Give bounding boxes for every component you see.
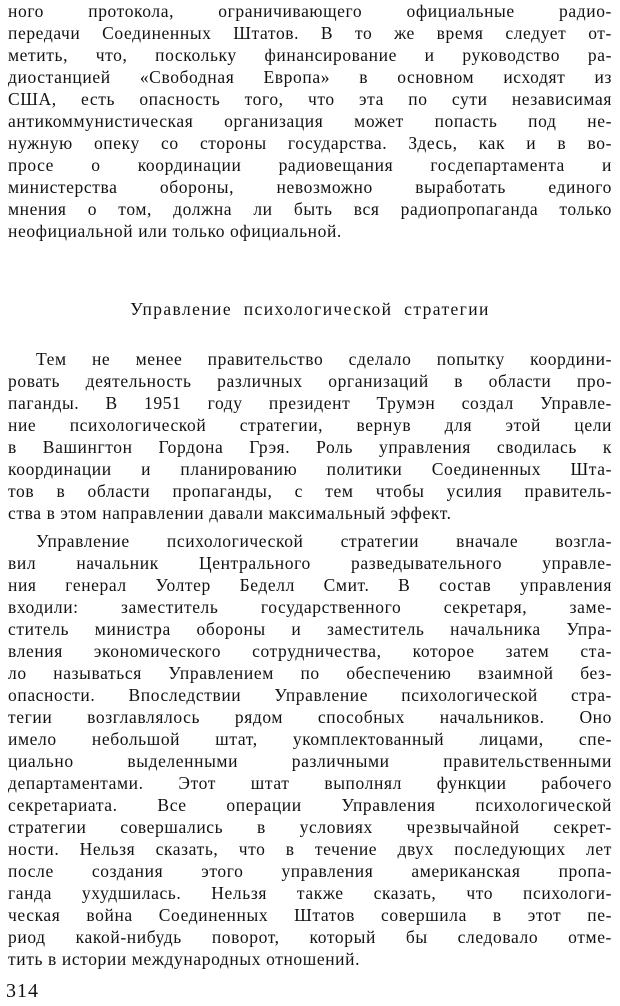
text-line: ститель министра обороны и заместитель начальника Упра-: [8, 619, 612, 639]
text-line: тов в области пропаганды, с тем чтобы усилия правитель-: [8, 481, 612, 501]
text-line: диостанцией «Свободная Европа» в основном исходят из: [8, 67, 612, 87]
text-line: тегии возглавлялось рядом способных начальников. Оно: [8, 707, 612, 727]
text-line: паганды. В 1951 году президент Трумэн создал Управле-: [8, 393, 612, 413]
text-line: имело небольшой штат, укомплектованный лицами, спе-: [8, 729, 612, 749]
text-line: ства в этом направлении давали максимальный эффект.: [8, 503, 452, 523]
text-line: департаментами. Этот штат выполнял функции рабочего: [8, 773, 612, 793]
text-line: тить в истории международных отношений.: [8, 949, 361, 969]
text-line: ности. Нельзя сказать, что в течение двух последующих лет: [8, 839, 612, 859]
text-line: метить, что, поскольку финансирование и руководство ра-: [8, 45, 612, 65]
text-line: секретариата. Все операции Управления психологической: [8, 795, 612, 815]
text-line: ние психологической стратегии, вернув для этой цели: [8, 415, 612, 435]
text-line: координации и планированию политики Соединенных Шта-: [8, 459, 612, 479]
text-line: в Вашингтон Гордона Грэя. Роль управления сводилась к: [8, 437, 612, 457]
text-line: Тем не менее правительство сделало попытку координи-: [36, 349, 612, 369]
text-line: ровать деятельность различных организаций в области про-: [8, 371, 612, 391]
text-line: нужную опеку со стороны государства. Здесь, как и в во-: [8, 133, 612, 153]
text-line: США, есть опасность того, что эта по сути независимая: [8, 89, 612, 109]
text-line: антикоммунистическая организация может попасть под не-: [8, 111, 612, 131]
text-line: ло называться Управлением по обеспечению взаимной без-: [8, 663, 612, 683]
text-line: просе о координации радиовещания госдепартамента и: [8, 155, 612, 175]
text-line: ния генерал Уолтер Беделл Смит. В состав управления: [8, 575, 612, 595]
text-line: министерства обороны, невозможно выработать единого: [8, 177, 612, 197]
text-line: опасности. Впоследствии Управление психологической стра-: [8, 685, 612, 705]
text-line: входили: заместитель государственного секретаря, заме-: [8, 597, 612, 617]
text-line: циально выделенными различными правительственными: [8, 751, 612, 771]
text-line: Управление психологической стратегии вначале возгла-: [36, 531, 612, 551]
text-line: после создания этого управления американская пропа-: [8, 861, 612, 881]
text-line: вил начальник Центрального разведывательного управле-: [8, 553, 612, 573]
text-line: ческая война Соединенных Штатов совершила в этот пе-: [8, 905, 612, 925]
text-line: неофициальной или только официальной.: [8, 221, 342, 241]
text-line: ного протокола, ограничивающего официальные радио-: [8, 1, 612, 21]
page-number: 314: [6, 980, 39, 1002]
text-line: вления экономического сотрудничества, которое затем ста-: [8, 641, 612, 661]
text-line: мнения о том, должна ли быть вся радиопропаганда только: [8, 199, 612, 219]
text-line: стратегии совершались в условиях чрезвычайной секрет-: [8, 817, 612, 837]
text-line: ганда ухудшилась. Нельзя также сказать, что психологи-: [8, 883, 612, 903]
section-heading: Управление психологической стратегии: [130, 299, 490, 319]
text-line: риод какой-нибудь поворот, который бы следовало отме-: [8, 927, 612, 947]
text-line: передачи Соединенных Штатов. В то же время следует от-: [8, 23, 612, 43]
